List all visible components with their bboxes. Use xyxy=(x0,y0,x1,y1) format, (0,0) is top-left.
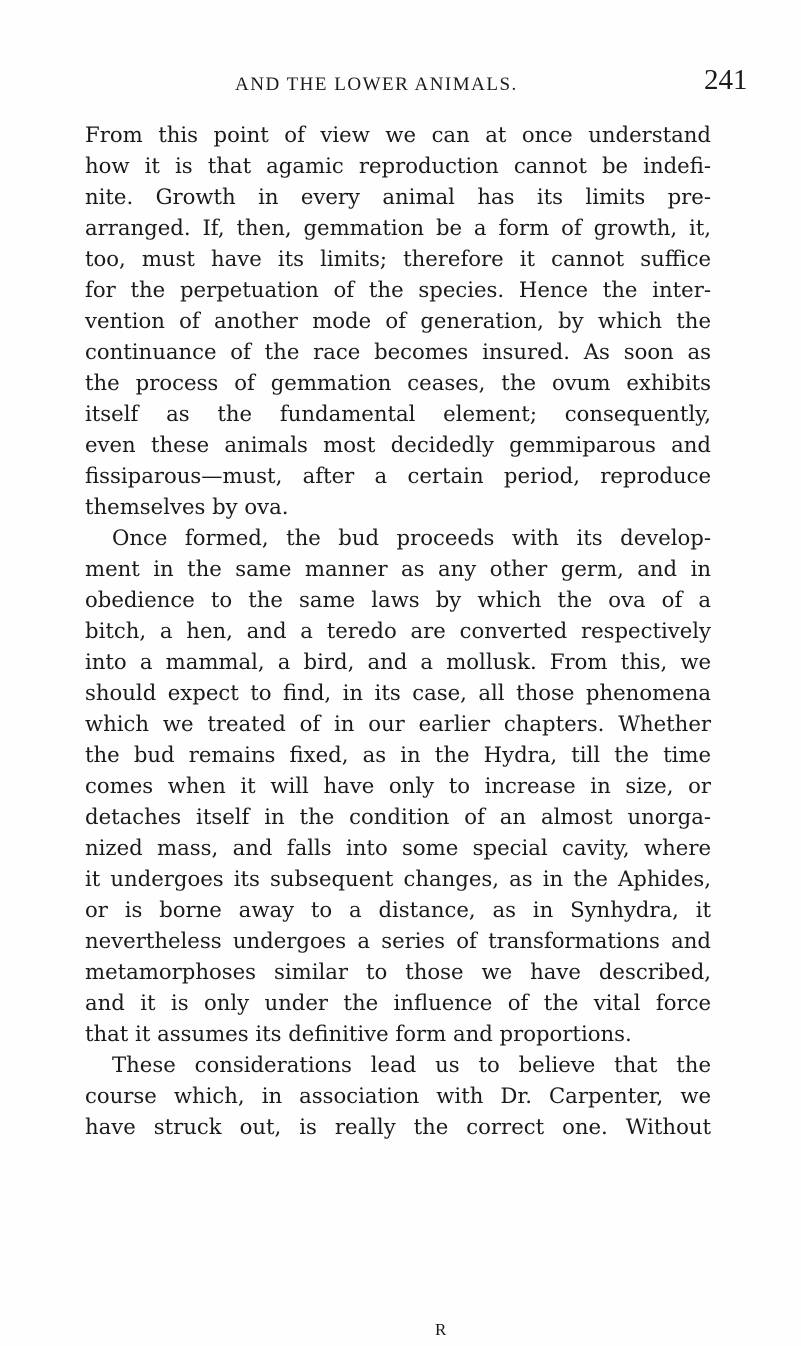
text-line: Once formed, the bud proceeds with its develop- xyxy=(112,525,711,550)
text-line: detaches itself in the condition of an almost unorga- xyxy=(85,804,711,829)
text-line: comes when it will have only to increase in size, or xyxy=(85,773,711,798)
text-line: too, must have its limits; therefore it cannot suffice xyxy=(85,246,711,271)
signature-mark: R xyxy=(435,1320,447,1339)
text-line: metamorphoses similar to those we have described, xyxy=(85,959,711,984)
text-line: vention of another mode of generation, by which the xyxy=(85,308,711,333)
text-line: itself as the fundamental element; consequently, xyxy=(85,401,711,426)
text-line: that it assumes its definitive form and proportions. xyxy=(85,1021,632,1046)
text-line: course which, in association with Dr. Carpenter, we xyxy=(85,1083,711,1108)
text-line: nevertheless undergoes a series of transformations and xyxy=(85,928,711,953)
text-line: nized mass, and falls into some special cavity, where xyxy=(85,835,711,860)
text-line: obedience to the same laws by which the ova of a xyxy=(85,587,711,612)
running-head: AND THE LOWER ANIMALS. xyxy=(235,74,518,95)
text-line: the process of gemmation ceases, the ovum exhibits xyxy=(85,370,711,395)
text-line: the bud remains fixed, as in the Hydra, till the time xyxy=(85,742,711,767)
text-line: how it is that agamic reproduction cannot be indefi- xyxy=(85,153,711,178)
text-line: or is borne away to a distance, as in Synhydra, it xyxy=(85,897,711,922)
text-line: should expect to find, in its case, all those phenomena xyxy=(85,680,711,705)
text-line: nite. Growth in every animal has its limits pre- xyxy=(85,184,711,209)
text-line: bitch, a hen, and a teredo are converted respectively xyxy=(85,618,711,643)
page-number: 241 xyxy=(704,64,748,96)
text-line: which we treated of in our earlier chapters. Whether xyxy=(85,711,711,736)
text-line: From this point of view we can at once understand xyxy=(85,122,711,147)
text-line: ment in the same manner as any other germ, and in xyxy=(85,556,711,581)
text-line: arranged. If, then, gemmation be a form of growth, it, xyxy=(85,215,711,240)
text-line: and it is only under the influence of the vital force xyxy=(85,990,711,1015)
text-line: have struck out, is really the correct one. Without xyxy=(85,1114,711,1139)
text-line: for the perpetuation of the species. Hence the inter- xyxy=(85,277,711,302)
text-line: themselves by ova. xyxy=(85,494,289,519)
text-line: even these animals most decidedly gemmiparous and xyxy=(85,432,711,457)
text-line: it undergoes its subsequent changes, as in the Aphides, xyxy=(85,866,711,891)
text-line: continuance of the race becomes insured. As soon as xyxy=(85,339,711,364)
text-line: These considerations lead us to believe that the xyxy=(112,1052,711,1077)
text-line: into a mammal, a bird, and a mollusk. From this, we xyxy=(85,649,711,674)
text-line: fissiparous—must, after a certain period, reproduce xyxy=(85,463,711,488)
